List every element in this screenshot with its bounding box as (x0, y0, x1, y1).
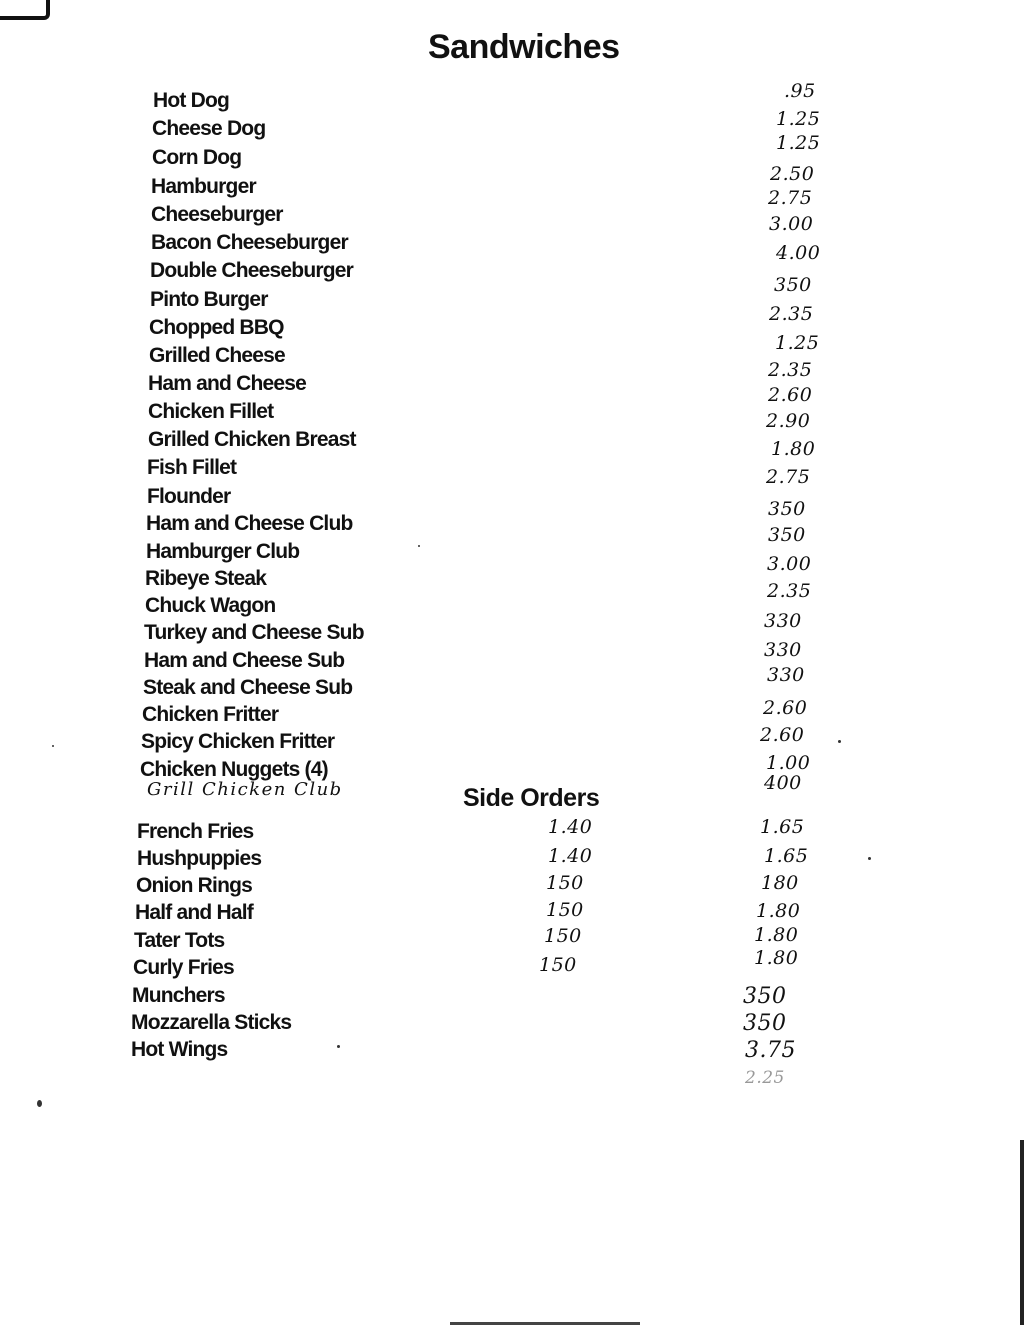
menu-item: Steak and Cheese Sub (143, 676, 353, 699)
menu-item: Mozzarella Sticks (131, 1011, 292, 1034)
price-large: 1.65 (760, 816, 805, 838)
price: 350 (768, 524, 806, 546)
price-large: 1.80 (754, 947, 799, 969)
scan-edge-shadow (1020, 1140, 1024, 1325)
menu-item: Fish Fillet (147, 456, 237, 479)
price: 2.60 (768, 384, 813, 406)
menu-item: Chicken Fillet (148, 400, 274, 423)
page-title: Sandwiches (428, 28, 620, 66)
menu-item: Grilled Cheese (149, 344, 285, 367)
menu-item: Hot Wings (131, 1038, 228, 1061)
price: 4.00 (776, 242, 821, 264)
price: 2.75 (766, 466, 811, 488)
price: 2.50 (770, 163, 815, 185)
scan-speck (868, 857, 871, 860)
price: 330 (764, 639, 802, 661)
price: 1.25 (775, 332, 820, 354)
price: 2.75 (768, 187, 813, 209)
price: 2.35 (767, 580, 812, 602)
menu-item: Cheese Dog (152, 117, 266, 140)
price-small: 150 (546, 872, 584, 894)
menu-item: Chicken Nuggets (4) (140, 758, 328, 781)
menu-item: Flounder (147, 485, 231, 508)
price: .95 (784, 80, 816, 102)
menu-item: Tater Tots (134, 929, 225, 952)
price: 400 (764, 772, 802, 794)
scan-speck (838, 740, 841, 743)
price: 330 (767, 664, 805, 686)
menu-item: Hamburger (151, 175, 256, 198)
menu-item: Chopped BBQ (149, 316, 284, 339)
price: 2.35 (769, 303, 814, 325)
price: 2.60 (763, 697, 808, 719)
price: 1.00 (766, 752, 811, 774)
price: 350 (774, 274, 812, 296)
price-small: 1.40 (548, 816, 593, 838)
price: 2.90 (766, 410, 811, 432)
menu-item: Chicken Fritter (142, 703, 279, 726)
menu-item: Bacon Cheeseburger (151, 231, 348, 254)
price-small: 150 (539, 954, 577, 976)
price-small: 150 (544, 925, 582, 947)
scan-speck (52, 745, 54, 747)
scan-speck (37, 1100, 42, 1107)
scan-speck (418, 545, 420, 547)
menu-item: Hamburger Club (146, 540, 300, 563)
faded-price: 2.25 (745, 1068, 785, 1088)
price-small: 1.40 (548, 845, 593, 867)
menu-item: Ham and Cheese Club (146, 512, 353, 535)
menu-item: Ham and Cheese Sub (144, 649, 345, 672)
price: 1.25 (776, 108, 821, 130)
price: 3.00 (769, 213, 814, 235)
price-large: 350 (743, 1011, 787, 1036)
price: 330 (764, 610, 802, 632)
menu-item: French Fries (137, 820, 254, 843)
menu-item: Hushpuppies (137, 847, 262, 870)
menu-item: Pinto Burger (150, 288, 268, 311)
menu-item: Munchers (132, 984, 225, 1007)
scan-speck (337, 1045, 340, 1048)
price: 2.35 (768, 359, 813, 381)
section-title-side-orders: Side Orders (463, 784, 600, 812)
menu-item: Ribeye Steak (145, 567, 267, 590)
menu-item: Onion Rings (136, 874, 253, 897)
menu-item: Half and Half (135, 901, 253, 924)
price: 1.80 (771, 438, 816, 460)
menu-item: Hot Dog (153, 89, 230, 112)
price-large: 3.75 (745, 1038, 796, 1063)
menu-item: Curly Fries (133, 956, 234, 979)
menu-item: Double Cheeseburger (150, 259, 354, 282)
menu-item: Turkey and Cheese Sub (144, 621, 364, 644)
price: 350 (768, 498, 806, 520)
menu-item: Corn Dog (152, 146, 242, 169)
price-large: 1.65 (764, 845, 809, 867)
price-large: 350 (743, 984, 787, 1009)
handwritten-menu-item: Grill Chicken Club (147, 779, 343, 800)
menu-item: Grilled Chicken Breast (148, 428, 356, 451)
menu-item: Ham and Cheese (148, 372, 307, 395)
price-small: 150 (546, 899, 584, 921)
price-large: 1.80 (754, 924, 799, 946)
price: 3.00 (767, 553, 812, 575)
menu-item: Chuck Wagon (145, 594, 276, 617)
price-large: 1.80 (756, 900, 801, 922)
price-large: 180 (761, 872, 799, 894)
menu-item: Spicy Chicken Fritter (141, 730, 335, 753)
scan-corner-mark (0, 0, 50, 20)
menu-item: Cheeseburger (151, 203, 283, 226)
price: 1.25 (776, 132, 821, 154)
price: 2.60 (760, 724, 805, 746)
